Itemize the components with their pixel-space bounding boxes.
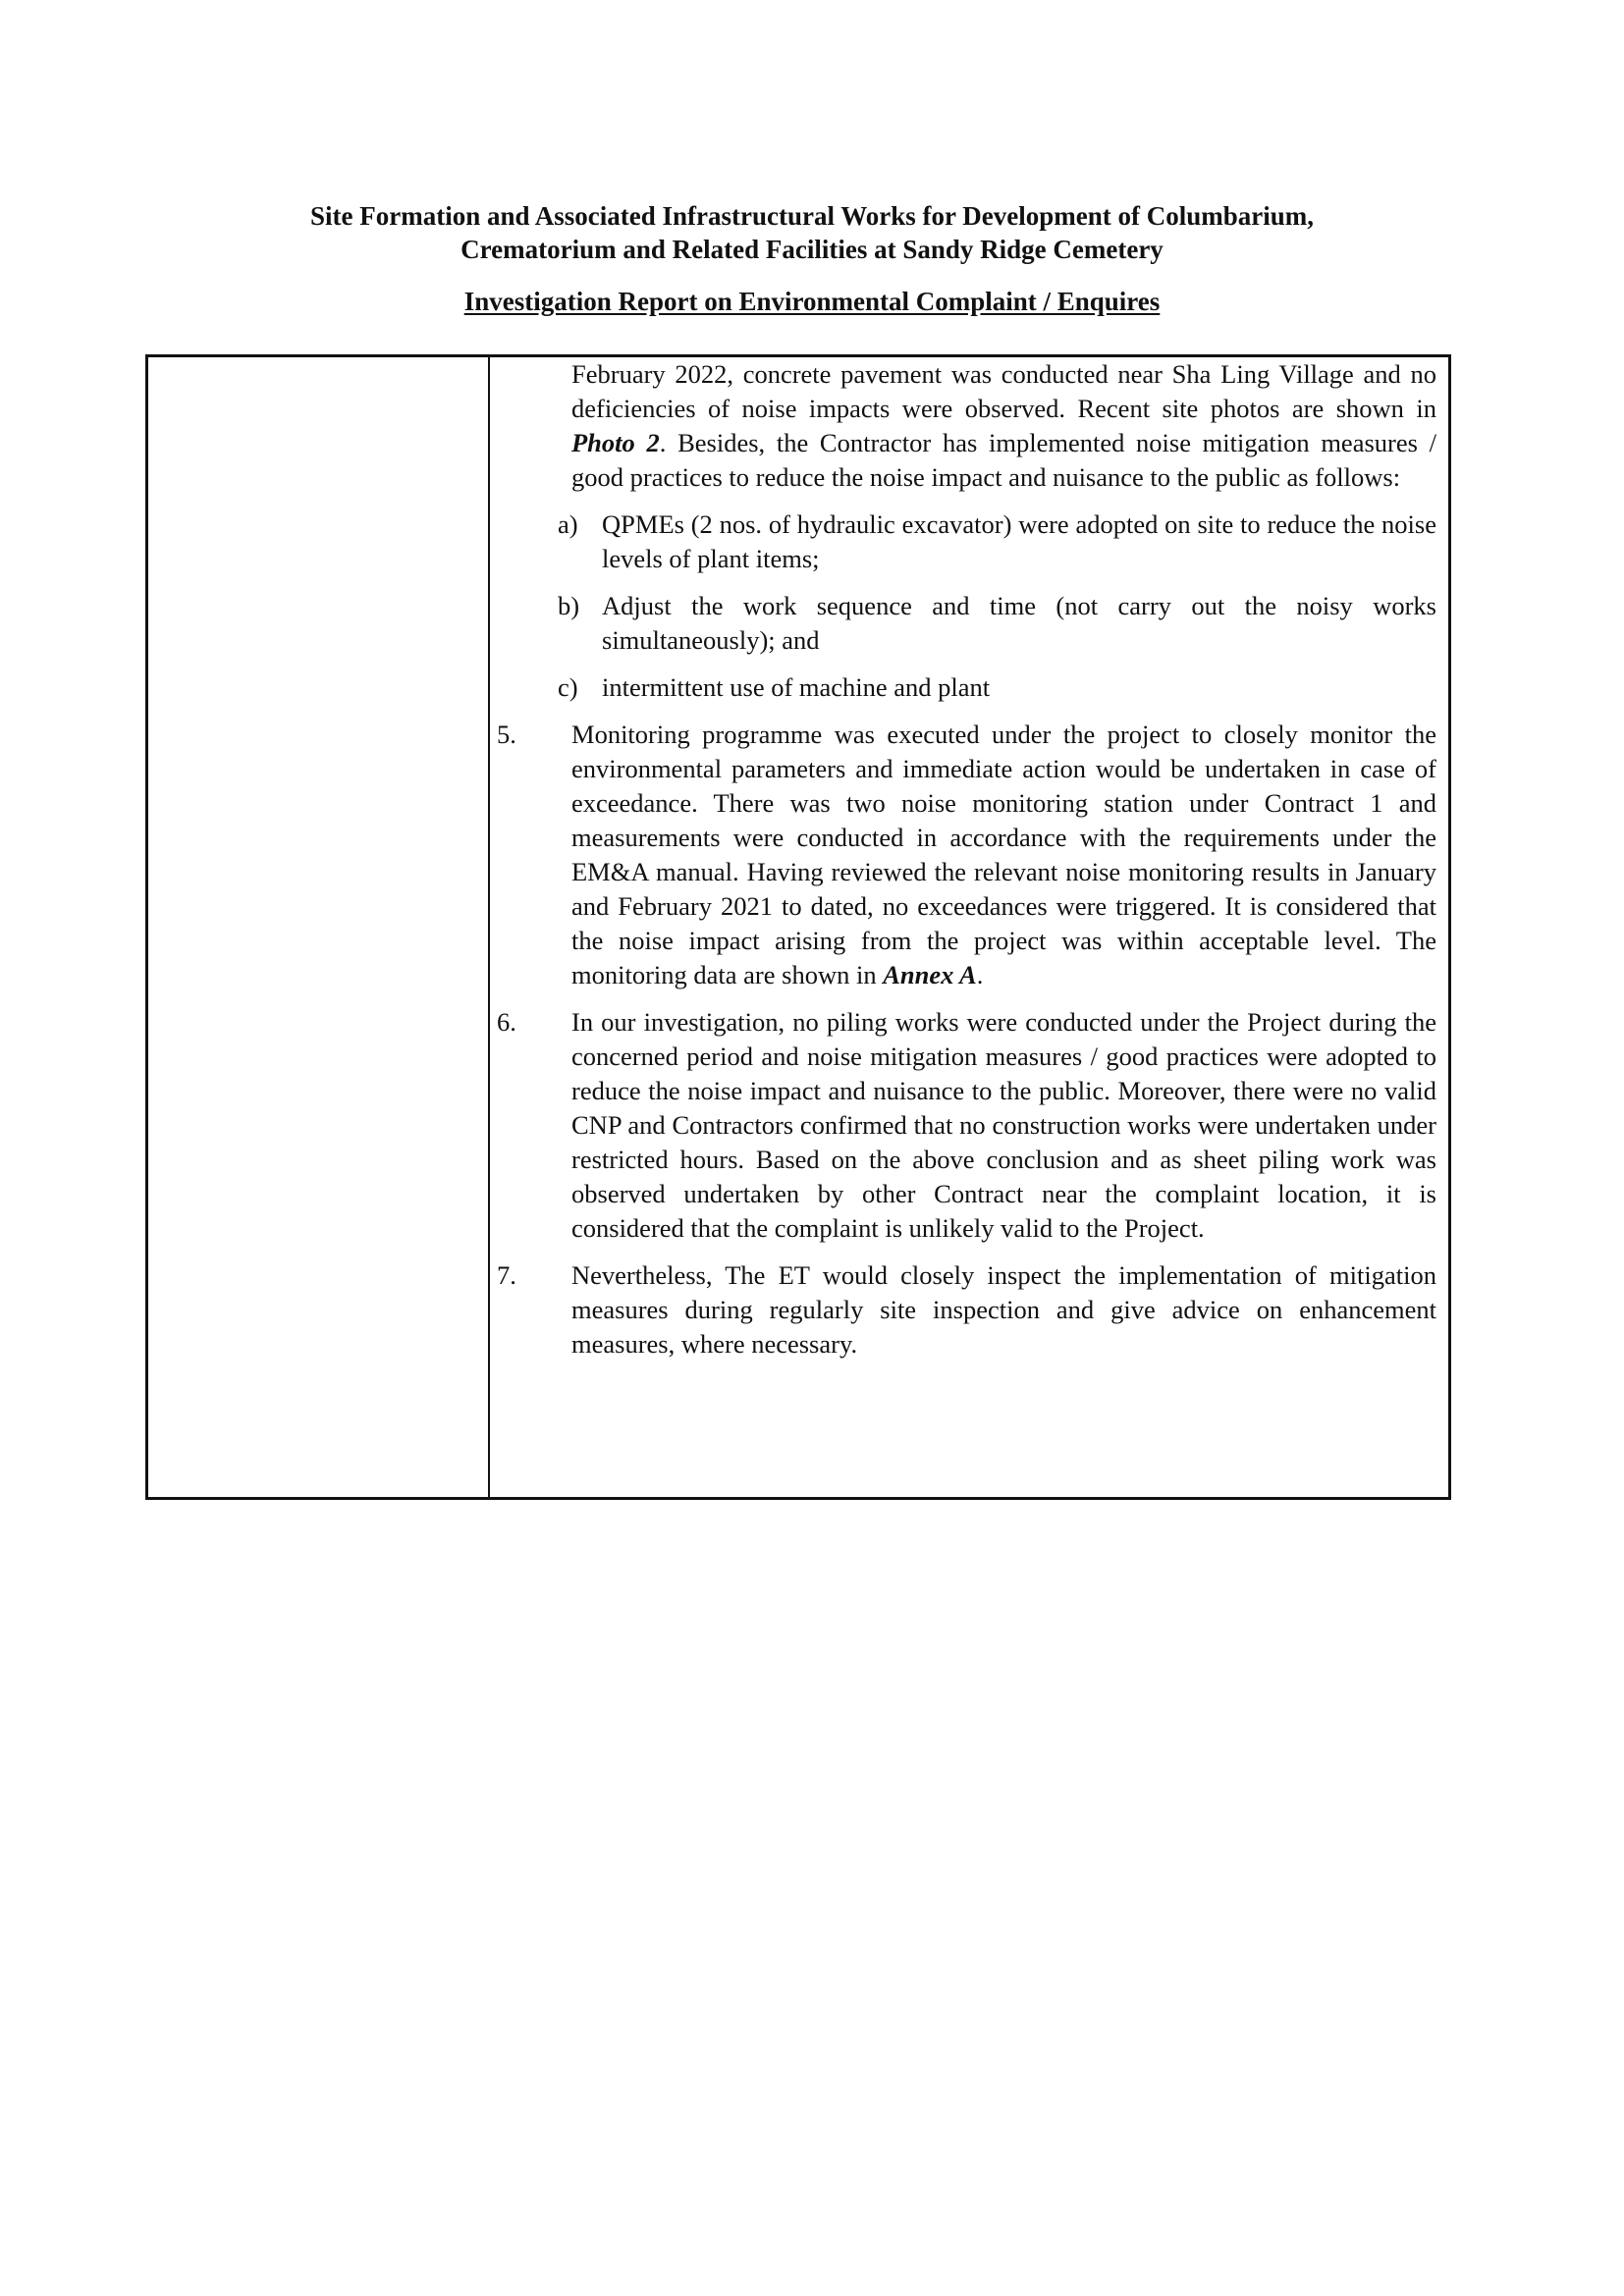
sub-item-b <box>497 589 1436 658</box>
sub-item-c <box>497 670 1436 705</box>
item-6-text: In our investigation, no piling works were conducted under the Project during the concerned period and noise mitigation measures / good practices were adopted to reduce the noise impact and nuisance to the public. Moreover, there were no valid CNP and Contractors confirmed that no construction works were undertaken under restricted hours. Based on the above conclusion and as sheet piling work was observed undertaken by other Contract near the complaint location, it is considered that the complaint is unlikely valid to the Project. <box>571 1007 1436 1243</box>
report-title-line-1: Site Formation and Associated Infrastructural Works for Development of Columbarium, <box>310 201 1314 231</box>
page-header <box>0 199 1624 318</box>
report-subtitle: Investigation Report on Environmental Complaint / Enquires <box>463 287 1161 316</box>
item-number: 5. <box>497 720 516 749</box>
numbered-item-6 <box>497 1005 1436 1246</box>
report-table <box>145 354 1451 1500</box>
item-5-text-part-2: . <box>976 960 984 989</box>
sub-item-a <box>497 507 1436 576</box>
sub-item-marker: a) <box>558 509 578 539</box>
sub-item-marker: c) <box>558 672 578 702</box>
column-divider <box>488 357 490 1497</box>
item-number: 6. <box>497 1007 516 1037</box>
numbered-item-7 <box>497 1258 1436 1362</box>
item-number: 7. <box>497 1260 516 1290</box>
intro-paragraph <box>497 357 1436 495</box>
sub-item-marker: b) <box>558 591 580 620</box>
intro-text-part-1: February 2022, concrete pavement was conducted near Sha Ling Village and no deficiencies of noise impacts were observed. Recent site photos are shown in <box>571 359 1436 423</box>
item-7-text: Nevertheless, The ET would closely inspect the implementation of mitigation measures during regularly site inspection and give advice on enhancement measures, where necessary. <box>571 1260 1436 1359</box>
item-5-text-part-1: Monitoring programme was executed under the project to closely monitor the environmental parameters and immediate action would be undertaken in case of exceedance. There was two noise monitoring station under Contract 1 and measurements were conducted in accordance with the requirements under the EM&A manual. Having reviewed the relevant noise monitoring results in January and February 2021 to dated, no exceedances were triggered. It is considered that the noise impact arising from the project was within acceptable level. The monitoring data are shown in <box>571 720 1436 989</box>
numbered-item-5 <box>497 718 1436 992</box>
sub-item-text: QPMEs (2 nos. of hydraulic excavator) were adopted on site to reduce the noise levels of plant items; <box>602 509 1436 573</box>
sub-item-text: intermittent use of machine and plant <box>602 672 991 702</box>
sub-item-text: Adjust the work sequence and time (not carry out the noisy works simultaneously); and <box>602 591 1436 655</box>
annex-reference: Annex A <box>883 960 977 989</box>
photo-reference: Photo 2 <box>571 428 660 457</box>
intro-text-part-2: . Besides, the Contractor has implemented noise mitigation measures / good practices to reduce the noise impact and nuisance to the public as follows: <box>571 428 1436 492</box>
findings-cell <box>497 357 1436 1362</box>
report-title-line-2: Crematorium and Related Facilities at Sandy Ridge Cemetery <box>460 235 1164 264</box>
